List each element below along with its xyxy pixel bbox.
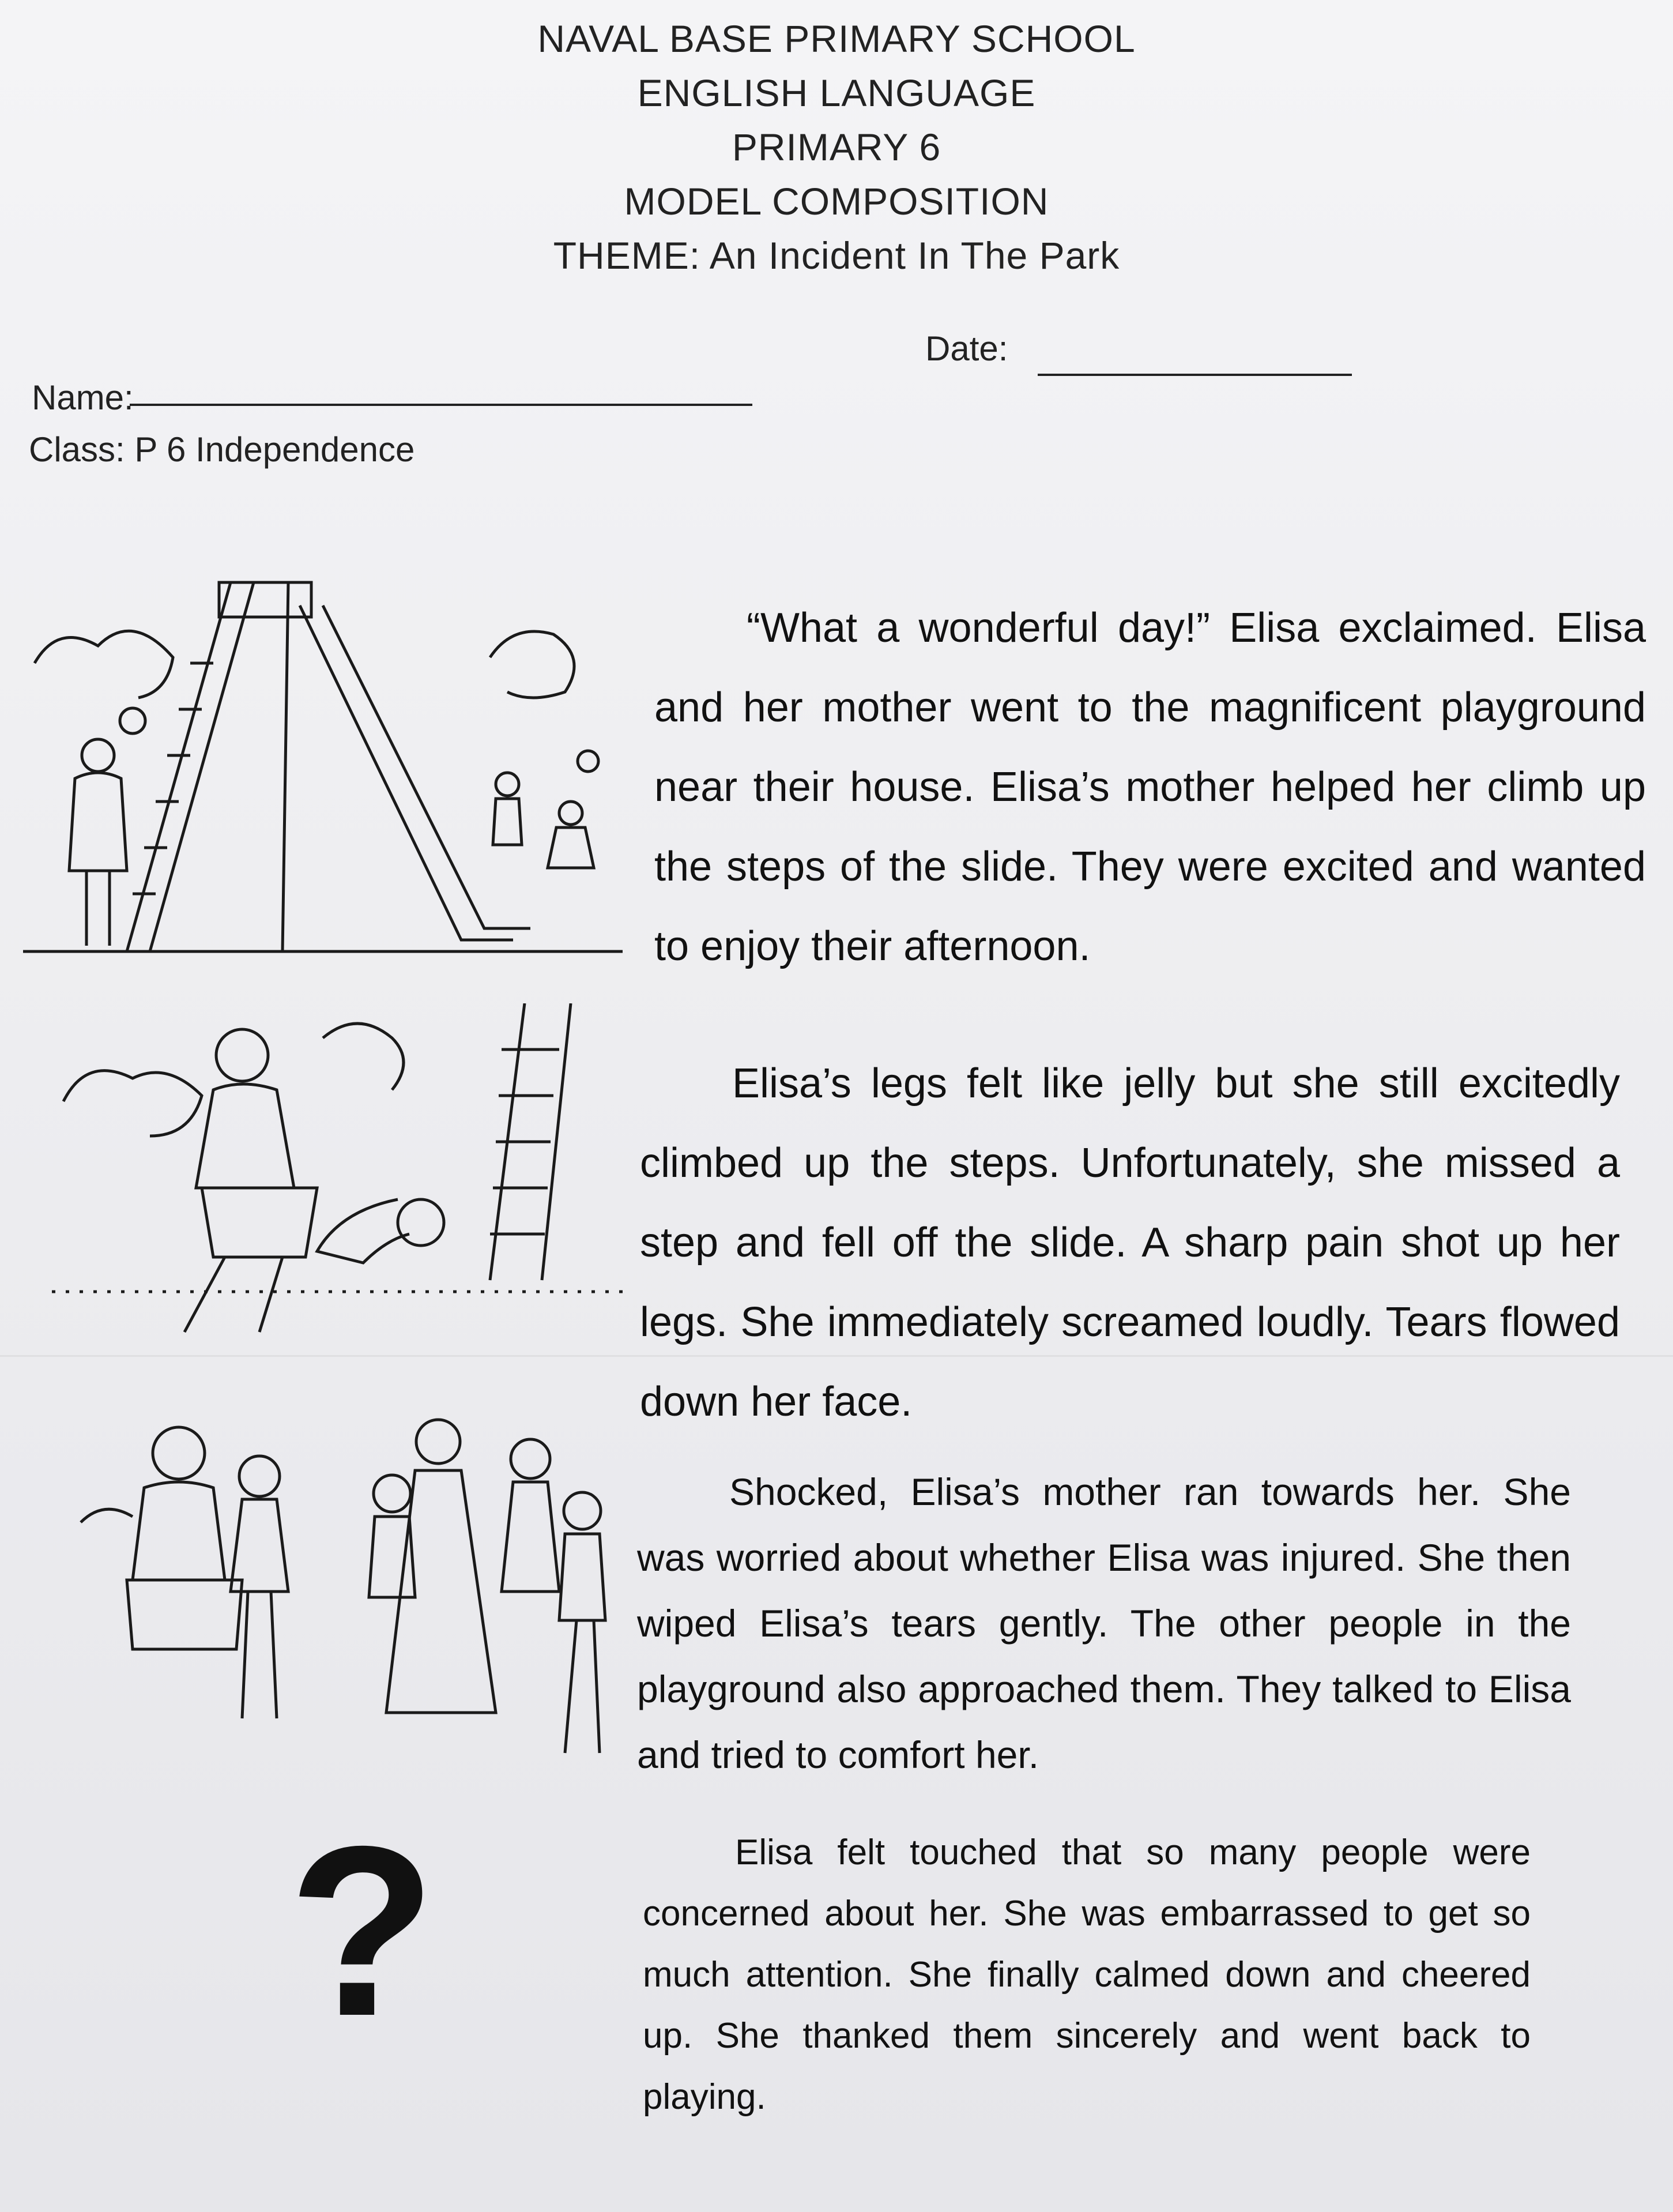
paragraph-4-text: Elisa felt touched that so many people were concerned about her. She was embarrassed to get so much attention. She finally calmed down and cheered up. She thanked them sincerely and went back to playing. [643, 1833, 1531, 2117]
name-line[interactable] [130, 404, 752, 406]
worksheet-header [0, 12, 1673, 283]
composition-type: MODEL COMPOSITION [624, 180, 1049, 223]
class-label: Class: P 6 Independence [29, 430, 415, 469]
theme-title: THEME: An Incident In The Park [553, 234, 1120, 277]
paragraph-3 [637, 1459, 1571, 1788]
name-label: Name: [32, 378, 134, 417]
paragraph-1 [654, 588, 1646, 986]
comfort-illustration [69, 1407, 634, 1776]
bush-left [63, 1071, 202, 1136]
slide-illustration [12, 571, 634, 975]
paragraph-2-text: Elisa’s legs felt like jelly but she still excitedly climbed up the steps. Unfortunately, she missed a step and fell off the slide. A sharp pain shot up her legs. She immediately screamed loudly. Tears flowed down her face. [640, 1060, 1620, 1425]
school-name: NAVAL BASE PRIMARY SCHOOL [537, 17, 1136, 60]
paragraph-3-text: Shocked, Elisa’s mother ran towards her. She was worried about whether Elisa was injured. She then wiped Elisa’s tears gently. The other people in the playground also approached them. They talked to Elisa and tried to comfort her. [637, 1470, 1571, 1776]
tree-right [490, 631, 574, 698]
paragraph-1-text: “What a wonderful day!” Elisa exclaimed. Elisa and her mother went to the magnificent playground near their house. Elisa’s mother helped her climb up the steps of the slide. They were excited and wanted to enjoy their afternoon. [654, 605, 1646, 969]
level-title: PRIMARY 6 [732, 126, 941, 168]
tree-left [35, 631, 173, 698]
paragraph-4 [643, 1822, 1531, 2128]
subject-title: ENGLISH LANGUAGE [637, 72, 1036, 114]
question-mark: ? [288, 1796, 436, 2067]
date-label: Date: [925, 329, 1008, 368]
date-line[interactable] [1038, 374, 1352, 376]
paragraph-2 [640, 1044, 1620, 1442]
fall-illustration [52, 1003, 663, 1349]
